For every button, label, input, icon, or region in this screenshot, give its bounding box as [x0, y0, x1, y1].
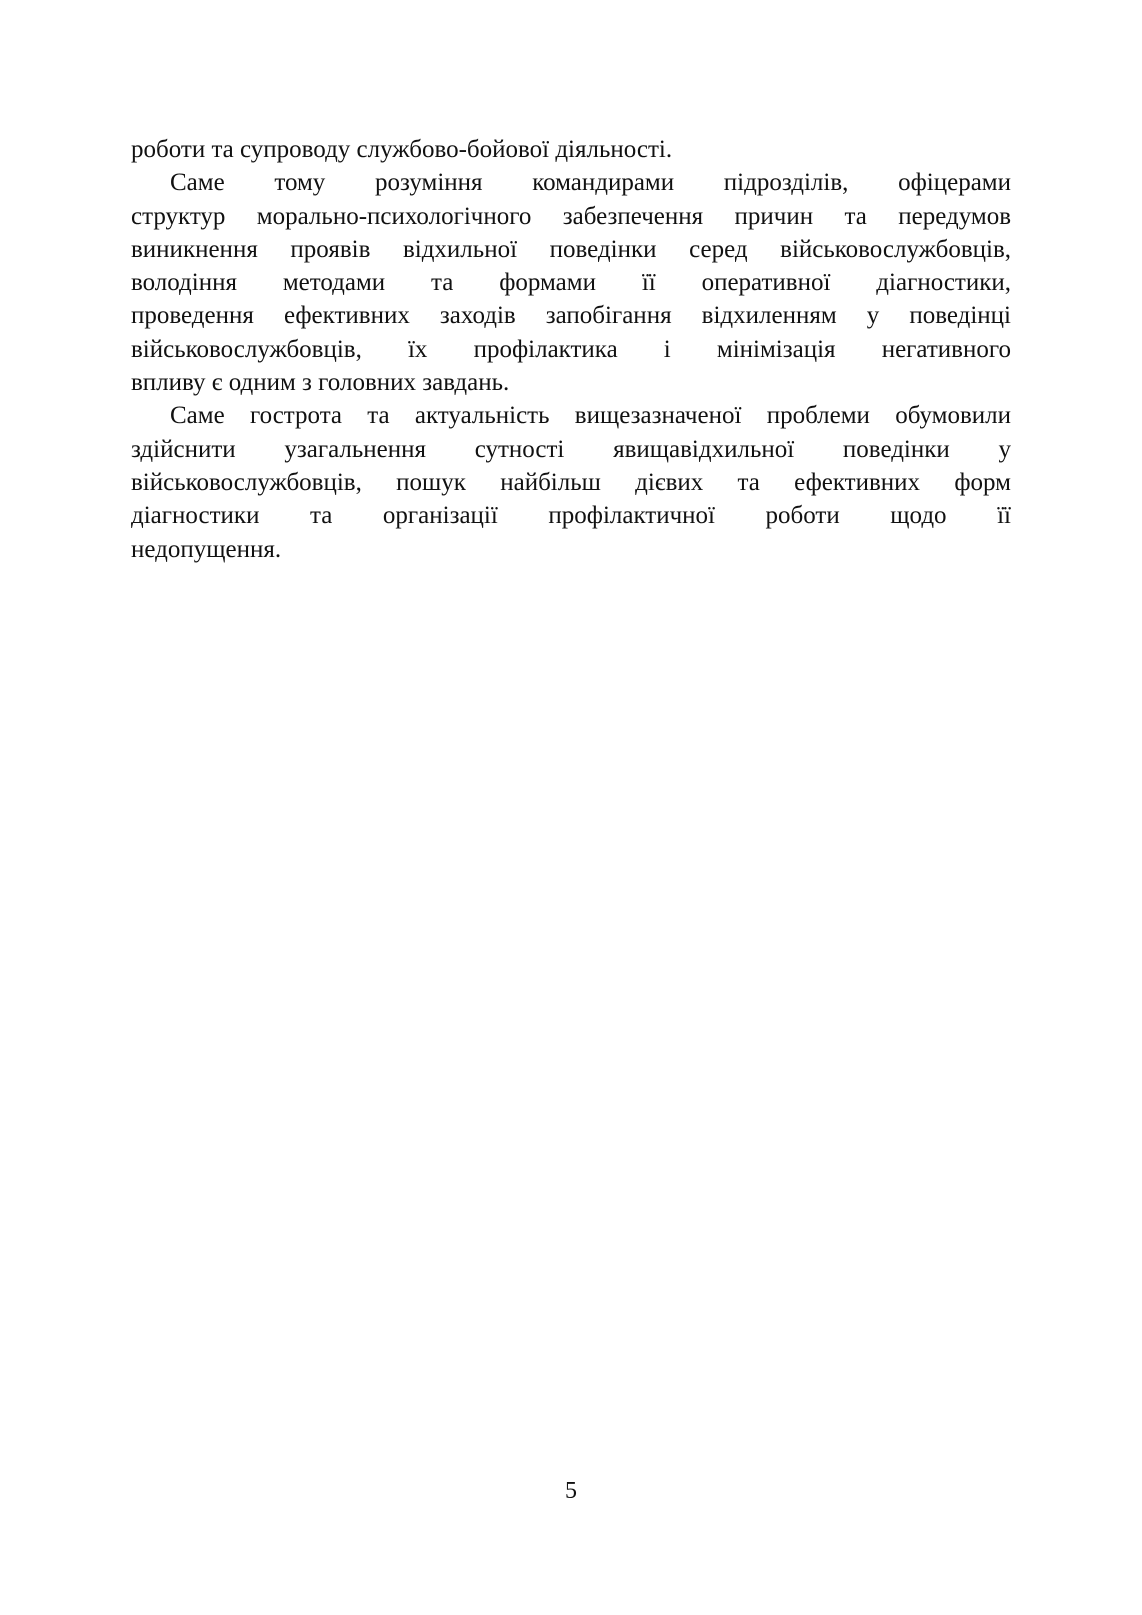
text-line: впливу є одним з головних завдань.	[131, 369, 510, 397]
text-line: здійснити узагальнення сутності явищавідхильної поведінки у	[131, 435, 1011, 463]
text-line: виникнення проявів відхильної поведінки серед військовослужбовців,	[131, 235, 1011, 263]
text-line: структур морально-психологічного забезпечення причин та передумов	[131, 202, 1011, 230]
text-line: проведення ефективних заходів запобігання відхиленням у поведінці	[131, 302, 1011, 330]
text-line: володіння методами та формами її оперативної діагностики,	[131, 269, 1011, 297]
text-line: Саме тому розуміння командирами підрозділів, офіцерами	[170, 169, 1011, 197]
text-line: військовослужбовців, пошук найбільш дієвих та ефективних форм	[131, 468, 1011, 496]
text-line: військовослужбовців, їх профілактика і мінімізація негативного	[131, 335, 1011, 363]
paragraph-2	[131, 166, 1011, 399]
paragraph-1	[131, 133, 1011, 166]
text-line: недопущення.	[131, 535, 282, 563]
page-number: 5	[565, 1478, 577, 1504]
paragraph-3	[131, 399, 1011, 565]
text-line: діагностики та організації профілактичної роботи щодо її	[131, 502, 1011, 530]
body-text	[131, 133, 1011, 566]
text-line: роботи та супроводу службово-бойової діяльності.	[131, 136, 673, 163]
text-line: Саме гострота та актуальність вищезазначеної проблеми обумовили	[170, 402, 1011, 430]
